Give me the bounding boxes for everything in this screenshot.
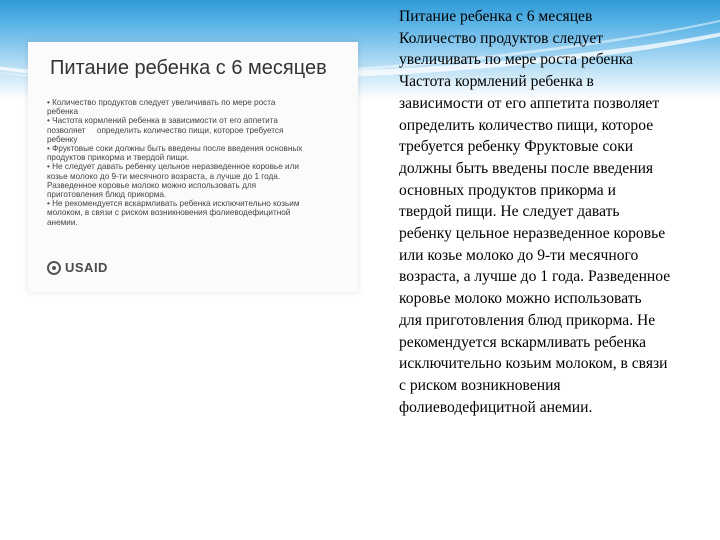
- slide-bullet-line: козье молоко до 9-ти месячного возраста, а лучше до 1 года.: [47, 171, 281, 181]
- text-line: возраста, а лучше до 1 года. Разведенное: [399, 268, 671, 286]
- slide-bullet-line: позволяет определить количество пищи, которое требуется: [47, 125, 284, 135]
- usaid-seal-icon: [47, 261, 61, 275]
- slide-bullet-line: • Фруктовые соки должны быть введены после введения основных: [47, 144, 303, 154]
- slide-bullet-list: [47, 98, 347, 227]
- slide-title: Питание ребенка с 6 месяцев: [50, 57, 327, 79]
- slide-thumbnail: [28, 42, 358, 292]
- usaid-logo: [47, 260, 108, 275]
- text-line: коровье молоко можно использовать: [399, 290, 642, 308]
- text-line: с риском возникновения: [399, 376, 561, 394]
- slide-bullet-line: анемии.: [47, 217, 78, 227]
- slide-bullet-line: • Не следует давать ребенку цельное неразведенное коровье или: [47, 162, 299, 172]
- slide-bullet-line: • Количество продуктов следует увеличивать по мере роста: [47, 98, 276, 107]
- text-line: зависимости от его аппетита позволяет: [399, 94, 660, 112]
- usaid-logo-text: USAID: [65, 260, 108, 275]
- text-line: увеличивать по мере роста ребенка: [399, 51, 633, 69]
- slide-text-block: [399, 6, 717, 418]
- text-line: Количество продуктов следует: [399, 29, 604, 47]
- text-line: исключительно козьим молоком, в связи: [399, 355, 668, 373]
- text-line: фолиеводефицитной анемии.: [399, 398, 593, 416]
- text-line: для приготовления блюд прикорма. Не: [399, 311, 656, 329]
- slide-bullet-line: приготовления блюд прикорма.: [47, 190, 167, 200]
- slide-bullet-line: Разведенное коровье молоко можно использовать для: [47, 180, 257, 190]
- text-line: требуется ребенку Фруктовые соки: [399, 138, 634, 156]
- slide-bullet-line: ребенку: [47, 134, 78, 144]
- slide-bullet-line: продуктов прикорма и твердой пищи.: [47, 153, 190, 163]
- text-line: Частота кормлений ребенка в: [399, 73, 594, 91]
- text-line: определить количество пищи, которое: [399, 116, 654, 134]
- text-line: рекомендуется вскармливать ребенка: [399, 333, 647, 351]
- text-line: твердой пищи. Не следует давать: [399, 203, 620, 221]
- slide-bullet-line: • Не рекомендуется вскармливать ребенка исключительно козьим: [47, 199, 300, 209]
- text-line: Питание ребенка с 6 месяцев: [399, 8, 593, 25]
- text-line: должны быть введены после введения: [399, 159, 654, 177]
- text-line: ребенку цельное неразведенное коровье: [399, 225, 666, 243]
- slide-bullet-line: • Частота кормлений ребенка в зависимости от его аппетита: [47, 116, 278, 126]
- slide-bullet-line: молоком, в связи с риском возникновения фолиеводефицитной: [47, 208, 291, 218]
- text-line: основных продуктов прикорма и: [399, 181, 616, 199]
- text-line: или козье молоко до 9-ти месячного: [399, 246, 639, 264]
- slide-bullet-line: ребенка: [47, 107, 79, 117]
